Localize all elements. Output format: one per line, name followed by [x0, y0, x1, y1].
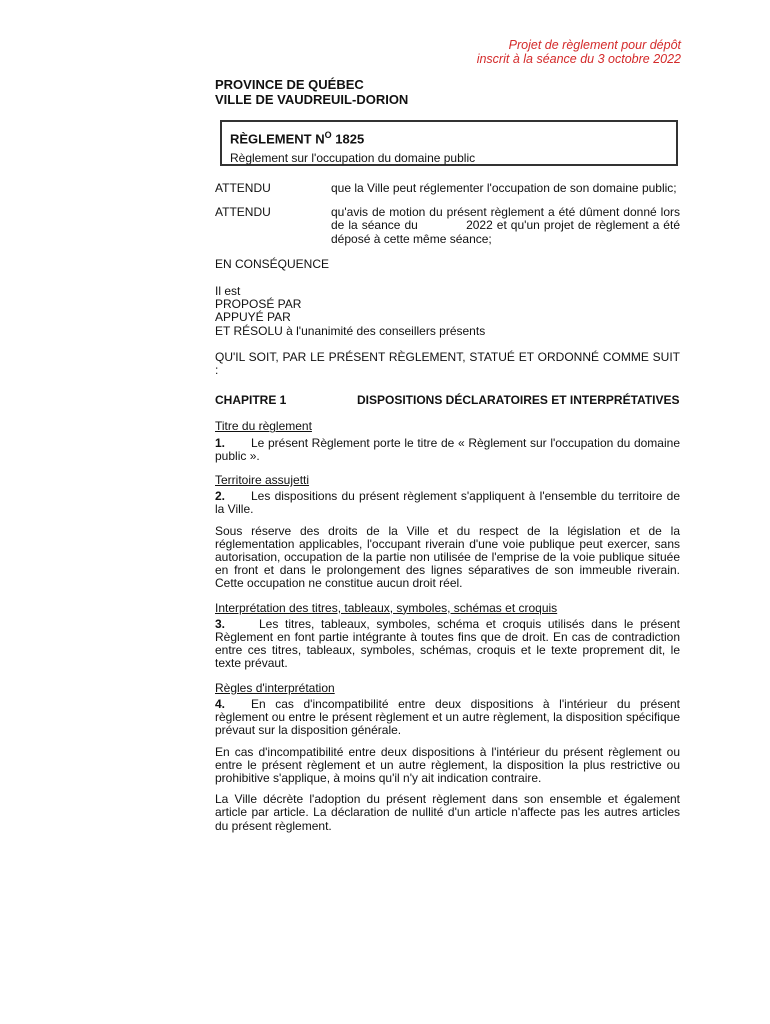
attendu-label: ATTENDU	[215, 205, 271, 220]
province-heading	[215, 78, 408, 107]
resolution-appuye: APPUYÉ PAR	[215, 310, 291, 325]
article-text: En cas d'incompatibilité entre deux dispositions à l'intérieur du présent règlement ou entre le présent règlement et un autre règlement, la disposition spécifique prévaut sur la disposition générale.	[215, 696, 680, 738]
enactment-statement: QU'IL SOIT, PAR LE PRÉSENT RÈGLEMENT, STATUÉ ET ORDONNÉ COMME SUIT :	[215, 349, 680, 378]
reglement-title	[230, 127, 668, 147]
section-title: Territoire assujetti	[215, 473, 310, 488]
article-2	[215, 490, 680, 516]
province-name: PROVINCE DE QUÉBEC	[215, 77, 364, 92]
reglement-subtitle: Règlement sur l'occupation du domaine public	[230, 151, 476, 166]
reglement-number: 1825	[331, 131, 365, 147]
attendu-text: que la Ville peut réglementer l'occupation de son domaine public;	[331, 181, 677, 195]
article-number: 2.	[215, 489, 226, 504]
attendu-clause	[215, 182, 680, 195]
attendu-clause	[215, 205, 684, 246]
reglement-title-box	[220, 120, 678, 166]
attendu-text: qu'avis de motion du présent règlement a été dûment donné lors de la séance du 2022 et qu'un projet de règlement a été déposé à cette même séance;	[331, 205, 684, 246]
article-3	[215, 618, 680, 671]
reglement-title-sup: O	[324, 130, 332, 140]
article-text: Les titres, tableaux, symboles, schéma et croquis utilisés dans le présent Règlement en font partie intégrante à toutes fins que de droit. En cas de contradiction entre ces titres, tableaux, symboles, schémas, croquis et le texte proprement dit, le texte prévaut.	[215, 616, 680, 671]
section-title: Règles d'interprétation	[215, 680, 335, 695]
article-number: 4.	[215, 696, 226, 711]
article-text: Le présent Règlement porte le titre de « Règlement sur l'occupation du domaine public ».	[215, 435, 680, 463]
article-paragraph: En cas d'incompatibilité entre deux dispositions à l'intérieur du présent règlement ou entre le présent règlement et un autre règlement, la disposition la plus restrictive ou prohibitive s'applique, à moins qu'il n'y ait indication contraire.	[215, 744, 680, 785]
article-paragraph: Sous réserve des droits de la Ville et du respect de la législation et de la réglementation applicables, l'occupant riverain d'une voie publique peut exercer, sans autorisation, occupation de la partie non utilisée de l'emprise de la voie publique située en front et dans le prolongement des lignes séparatives de son immeuble riverain. Cette occupation ne constitue aucun droit réel.	[215, 523, 680, 591]
reglement-title-prefix: RÈGLEMENT N	[230, 131, 325, 147]
section-title: Interprétation des titres, tableaux, symboles, schémas et croquis	[215, 600, 558, 615]
section-title: Titre du règlement	[215, 419, 312, 434]
attendu-label: ATTENDU	[215, 181, 271, 195]
consequence-heading: EN CONSÉQUENCE	[215, 256, 330, 271]
resolution-il-est: Il est	[215, 284, 241, 299]
chapter-label: CHAPITRE 1	[215, 393, 287, 408]
article-1	[215, 437, 680, 463]
article-text: Les dispositions du présent règlement s'appliquent à l'ensemble du territoire de la Ville.	[215, 489, 680, 517]
city-name: VILLE DE VAUDREUIL-DORION	[215, 91, 409, 107]
resolution-propose: PROPOSÉ PAR	[215, 297, 302, 312]
resolution-block	[215, 285, 680, 338]
draft-note-line2: inscrit à la séance du 3 octobre 2022	[476, 52, 681, 66]
chapter-heading	[215, 394, 680, 407]
article-4	[215, 698, 680, 738]
article-paragraph: La Ville décrète l'adoption du présent règlement dans son ensemble et également article par article. La déclaration de nullité d'un article n'affecte pas les autres articles du présent règlement.	[215, 792, 680, 833]
article-number: 1.	[215, 435, 226, 450]
resolution-resolu: ET RÉSOLU à l'unanimité des conseillers présents	[215, 323, 486, 338]
document-body	[215, 180, 684, 833]
chapter-title: DISPOSITIONS DÉCLARATOIRES ET INTERPRÉTATIVES	[357, 393, 680, 408]
article-number: 3.	[215, 616, 226, 631]
draft-note-line1: Projet de règlement pour dépôt	[508, 38, 681, 52]
draft-note	[477, 38, 681, 66]
